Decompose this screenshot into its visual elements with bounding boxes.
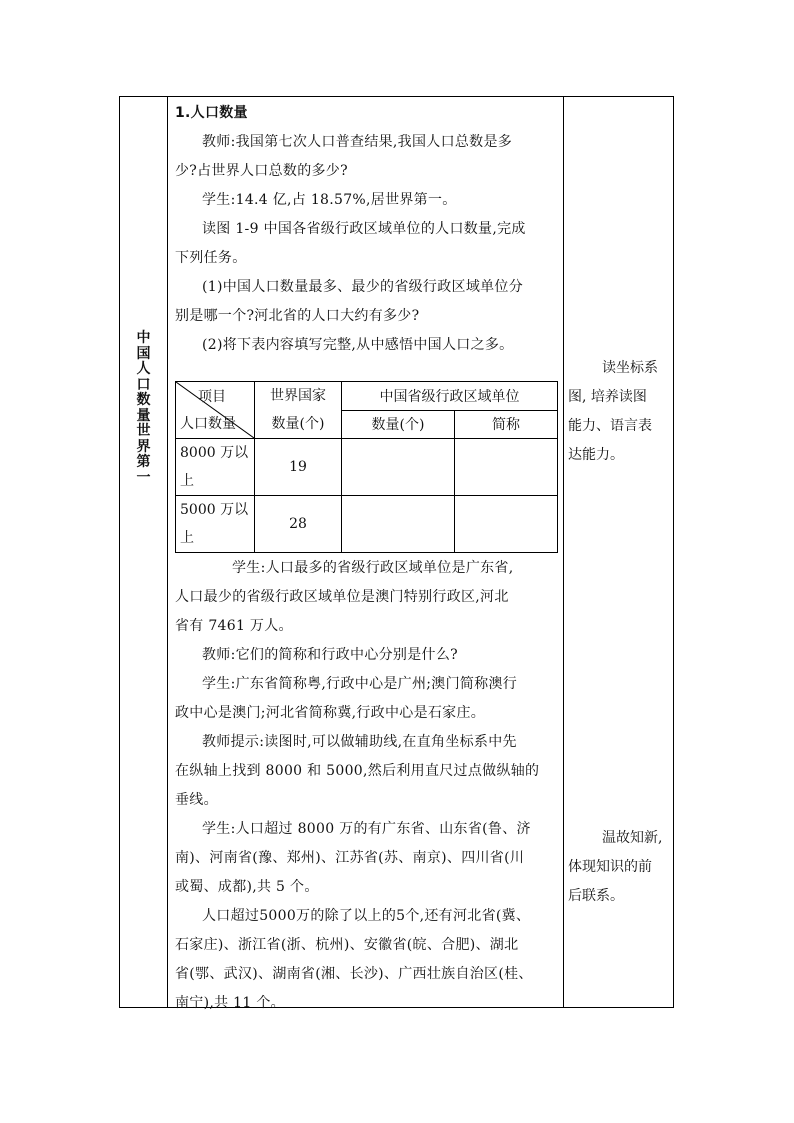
header-population: 人口数量: [180, 416, 236, 432]
content-line: 石家庄)、浙江省(浙、杭州)、安徽省(皖、合肥)、湖北: [175, 937, 519, 953]
content-line: 垂线。: [175, 792, 218, 808]
header-sub-count: 数量(个): [342, 410, 455, 439]
row-china-abbr: [455, 439, 558, 496]
row-china-count: [342, 439, 455, 496]
header-world-line: 数量(个): [271, 416, 325, 432]
content-line: 省有 7461 万人。: [175, 618, 293, 634]
row-label-line: 上: [180, 530, 194, 546]
header-world-line: 世界国家: [270, 388, 326, 404]
content-line: 南宁),共 11 个。: [175, 995, 285, 1011]
diagonal-header-cell: [176, 382, 255, 439]
row-label: [176, 496, 255, 553]
content-line: 学生:14.4 亿,占 18.57%,居世界第一。: [202, 192, 457, 208]
lesson-plan-table: [119, 96, 674, 1011]
section-title-char: 数: [136, 392, 151, 408]
section-title-char: 世: [136, 423, 151, 439]
row-label: [176, 439, 255, 496]
design-note: [568, 354, 672, 470]
design-note: [568, 824, 672, 911]
row-china-count: [342, 496, 455, 553]
note-line: 温故知新,: [602, 830, 663, 846]
content-line: (2)将下表内容填写完整,从中感悟中国人口之多。: [202, 337, 514, 353]
note-line: 图, 培养读图: [568, 389, 647, 405]
row-label-line: 5000 万以: [180, 502, 249, 518]
content-line: 少?占世界人口总数的多少?: [175, 163, 348, 179]
content-line: 或蜀、成都),共 5 个。: [175, 879, 319, 895]
section-title-char: 口: [136, 376, 151, 393]
row-label-line: 8000 万以: [180, 445, 249, 461]
content-line: 读图 1-9 中国各省级行政区域单位的人口数量,完成: [202, 221, 526, 237]
header-world-count: [255, 382, 342, 439]
note-line: 能力、语言表: [568, 418, 652, 434]
section-title-char: 人: [136, 361, 151, 377]
section-heading: 1.人口数量: [175, 105, 248, 121]
row-world-count: 19: [255, 439, 342, 496]
section-title-char: 第: [136, 454, 151, 470]
content-line: 在纵轴上找到 8000 和 5000,然后利用直尺过点做纵轴的: [175, 763, 540, 779]
row-label-line: 上: [180, 473, 194, 489]
content-line: 教师:我国第七次人口普查结果,我国人口总数是多: [202, 134, 513, 150]
section-title-char: 国: [136, 345, 151, 362]
section-title-char: 界: [136, 438, 151, 455]
note-line: 体现知识的前: [568, 859, 652, 875]
content-line: (1)中国人口数量最多、最少的省级行政区域单位分: [202, 279, 524, 295]
table-row: [176, 496, 558, 553]
section-title: [120, 331, 167, 486]
content-line: 省(鄂、武汉)、湖南省(湘、长沙)、广西壮族自治区(桂、: [175, 966, 533, 982]
header-sub-abbr: 简称: [455, 410, 558, 439]
section-title-char: 一: [136, 469, 151, 486]
header-item: 项目: [198, 389, 226, 405]
content-line: 学生:广东省简称粤,行政中心是广州;澳门简称澳行: [202, 676, 518, 692]
teaching-content-column: [169, 97, 563, 1011]
row-world-count: 28: [255, 496, 342, 553]
population-table: [175, 381, 558, 553]
note-line: 读坐标系: [602, 360, 658, 376]
note-line: 达能力。: [568, 447, 624, 463]
content-line: 人口最少的省级行政区域单位是澳门特别行政区,河北: [175, 589, 509, 605]
design-intent-column: [563, 97, 673, 1007]
content-line: 人口超过5000万的除了以上的5个,还有河北省(冀、: [202, 908, 531, 924]
content-line: 别是哪一个?河北省的人口大约有多少?: [175, 308, 420, 324]
section-title-char: 量: [136, 407, 151, 424]
header-china-units: 中国省级行政区域单位: [342, 382, 558, 411]
content-line: 教师提示:读图时,可以做辅助线,在直角坐标系中先: [202, 734, 517, 750]
row-china-abbr: [455, 496, 558, 553]
section-column: [120, 97, 168, 1007]
content-line: 南)、河南省(豫、郑州)、江苏省(苏、南京)、四川省(川: [175, 850, 525, 866]
content-bottom: [175, 554, 558, 1018]
note-line: 后联系。: [568, 888, 624, 904]
content-line: 下列任务。: [175, 250, 247, 266]
content-top: [175, 99, 558, 360]
content-line: 教师:它们的简称和行政中心分别是什么?: [202, 647, 458, 663]
content-line: 学生:人口最多的省级行政区域单位是广东省,: [232, 560, 514, 576]
table-row: [176, 439, 558, 496]
content-line: 学生:人口超过 8000 万的有广东省、山东省(鲁、济: [202, 821, 531, 837]
section-title-char: 中: [136, 330, 151, 346]
content-line: 政中心是澳门;河北省简称冀,行政中心是石家庄。: [175, 705, 486, 721]
